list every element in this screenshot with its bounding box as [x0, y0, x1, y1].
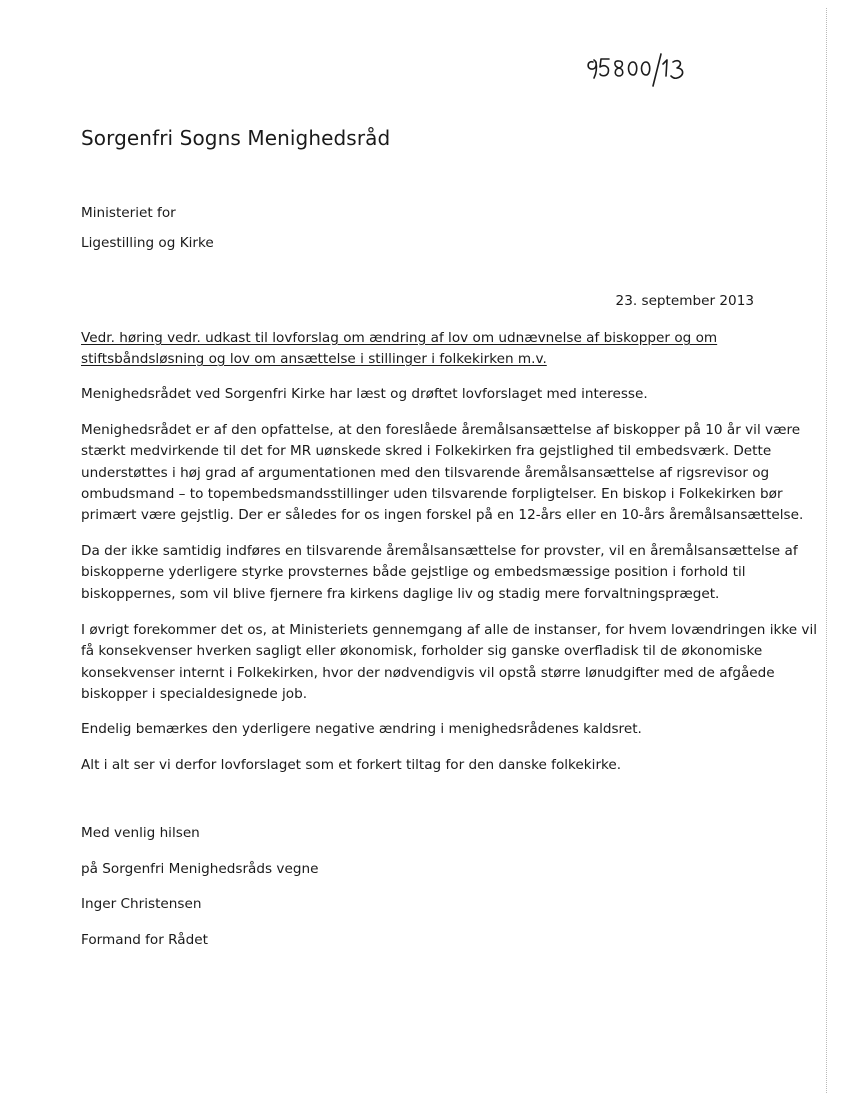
- closing-greeting: Med venlig hilsen: [81, 825, 200, 841]
- paragraph-line: Alt i alt ser vi derfor lovforslaget som et forkert tiltag for den danske folkekirke.: [81, 757, 622, 773]
- signatory-title: Formand for Rådet: [81, 932, 208, 948]
- paragraph-line: biskoppernes, som vil blive fjernere fra kirkens daglige liv og stadig mere forvaltningspræget.: [81, 585, 720, 602]
- body-paragraph: [81, 420, 804, 526]
- sender-heading: Sorgenfri Sogns Menighedsråd: [81, 126, 391, 150]
- recipient-line-2: Ligestilling og Kirke: [81, 235, 214, 251]
- paragraph-line: biskopper i specialdesignede job.: [81, 685, 308, 702]
- paragraph-line: få konsekvenser hverken sagligt eller økonomisk, forholder sig ganske overfladisk til de økonomiske: [81, 643, 763, 660]
- body-paragraph: [81, 719, 771, 740]
- body-paragraph: [81, 384, 771, 405]
- handwritten-reference-drawing: [583, 48, 703, 92]
- handwritten-reference-number: [583, 48, 703, 92]
- subject-line-text: stiftsbåndsløsning og lov om ansættelse i stillinger i folkekirken m.v.: [81, 351, 547, 367]
- body-paragraph: [81, 620, 818, 705]
- paragraph-line: understøttes i høj grad af argumentationen med den tilsvarende åremålsansættelse af rigsrevisor og: [81, 464, 770, 481]
- paragraph-line: primært være gejstlig. Der er således for os ingen forskel på en 12-års eller en 10-års åremålsansættelse.: [81, 507, 804, 524]
- body-paragraph: [81, 541, 798, 605]
- body-paragraph: [81, 755, 771, 776]
- closing-on-behalf: på Sorgenfri Menighedsråds vegne: [81, 861, 319, 877]
- recipient-line-1: Ministeriet for: [81, 205, 176, 221]
- paragraph-line: Menighedsrådet ved Sorgenfri Kirke har læst og drøftet lovforslaget med interesse.: [81, 386, 648, 402]
- paragraph-line: biskopperne yderligere styrke provsternes både gejstlige og embedsmæssige position i forhold til: [81, 564, 746, 581]
- paragraph-line: ombudsmand – to topembedsmandsstillinger uden tilsvarende forpligtelser. En biskop i Folkekirken bør: [81, 485, 783, 502]
- paragraph-line: Da der ikke samtidig indføres en tilsvarende åremålsansættelse for provster, vil en åremålsansættelse af: [81, 543, 798, 559]
- subject-line-text: Vedr. høring vedr. udkast til lovforslag om ændring af lov om udnævnelse af biskopper og om: [81, 330, 718, 346]
- signatory-name: Inger Christensen: [81, 896, 202, 912]
- letter-date: 23. september 2013: [615, 293, 754, 309]
- paragraph-line: Menighedsrådet er af den opfattelse, at den foreslåede åremålsansættelse af biskopper på 10 år vil være: [81, 422, 801, 438]
- subject-line: [81, 328, 741, 370]
- paragraph-line: I øvrigt forekommer det os, at Ministeriets gennemgang af alle de instanser, for hvem lovændringen ikke vil: [81, 622, 818, 638]
- scan-edge-line: [826, 8, 827, 1093]
- paragraph-line: konsekvenser internt i Folkekirken, hvor der nødvendigvis vil opstå større lønudgifter med de afgåede: [81, 664, 775, 681]
- paragraph-line: stærkt medvirkende til det for MR uønskede skred i Folkekirken fra gejstlighed til embedsværk. Dette: [81, 443, 772, 460]
- paragraph-line: Endelig bemærkes den yderligere negative ændring i menighedsrådenes kaldsret.: [81, 721, 642, 737]
